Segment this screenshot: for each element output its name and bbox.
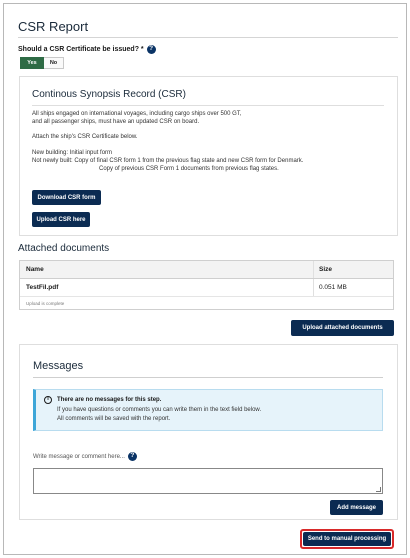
- no-button[interactable]: No: [44, 57, 64, 69]
- add-message-button[interactable]: Add message: [330, 500, 383, 515]
- info-text-line1: If you have questions or comments you can write them in the text field below.: [57, 407, 262, 413]
- upload-status: Upload is complete: [26, 300, 65, 306]
- table-row[interactable]: [20, 279, 393, 297]
- message-input[interactable]: [33, 468, 383, 494]
- csr-section: [19, 76, 398, 236]
- page-title: CSR Report: [18, 19, 89, 34]
- send-to-manual-processing-button[interactable]: Send to manual processing: [303, 532, 391, 546]
- csr-not-newly-built-2: Copy of previous CSR Form 1 documents from previous flag states.: [99, 166, 279, 172]
- help-icon[interactable]: ?: [147, 45, 156, 54]
- info-text-line2: All comments will be saved with the report.: [57, 416, 171, 422]
- title-divider: [18, 37, 398, 38]
- attached-documents-title: Attached documents: [18, 243, 110, 254]
- csr-section-title: Continous Synopsis Record (CSR): [32, 89, 186, 100]
- messages-divider: [33, 377, 383, 378]
- csr-text-attach: Attach the ship's CSR Certificate below.: [32, 134, 138, 140]
- column-size-header: Size: [313, 261, 332, 278]
- page-frame: [3, 3, 407, 555]
- info-alert: [33, 389, 383, 431]
- column-name-header: Name: [26, 266, 44, 273]
- csr-not-newly-built: Not newly built: Copy of final CSR form 1 from the previous flag state and new CSR form for Denmark.: [32, 158, 304, 164]
- resize-handle-icon[interactable]: [376, 487, 381, 492]
- upload-attached-documents-button[interactable]: Upload attached documents: [291, 320, 394, 336]
- download-csr-button[interactable]: Download CSR form: [32, 190, 101, 205]
- csr-question: [18, 45, 156, 54]
- csr-divider: [32, 105, 384, 106]
- csr-text-line1: All ships engaged on international voyages, including cargo ships over 500 GT,: [32, 111, 242, 117]
- message-label-text: Write message or comment here...: [33, 453, 125, 460]
- file-name[interactable]: TestFil.pdf: [26, 284, 59, 291]
- message-label: [33, 452, 137, 461]
- upload-csr-button[interactable]: Upload CSR here: [32, 212, 90, 227]
- file-size: 0.051 MB: [313, 279, 347, 296]
- table-header: [20, 261, 393, 279]
- info-icon: i: [44, 396, 52, 404]
- yes-button[interactable]: Yes: [20, 57, 44, 69]
- csr-text-line2: and all passenger ships, must have an updated CSR on board.: [32, 119, 200, 125]
- messages-title: Messages: [33, 360, 84, 372]
- help-icon[interactable]: ?: [128, 452, 137, 461]
- attachments-table: [19, 260, 394, 310]
- messages-section: [19, 344, 398, 520]
- csr-question-label: Should a CSR Certificate be issued? *: [18, 46, 144, 53]
- csr-new-building: New building: Initial input form: [32, 150, 113, 156]
- yes-no-toggle: [20, 57, 64, 69]
- info-heading: There are no messages for this step.: [57, 397, 162, 403]
